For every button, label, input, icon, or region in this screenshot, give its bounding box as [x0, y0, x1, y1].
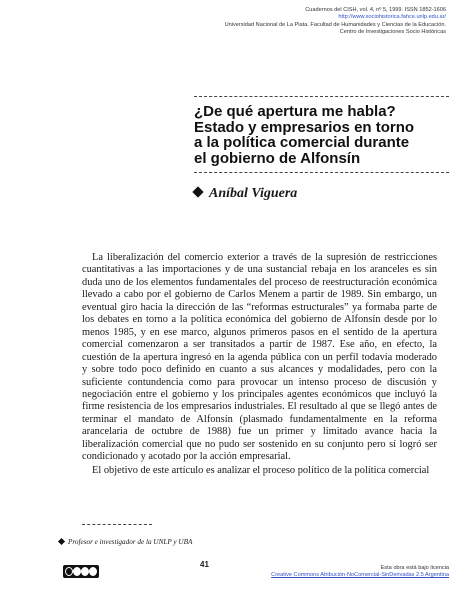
noderivatives-icon: [89, 567, 97, 576]
article-author: [194, 186, 297, 202]
cc-logo-icon: [65, 567, 73, 576]
title-line: a la política comercial durante: [194, 134, 410, 151]
diamond-bullet-icon: [192, 186, 203, 197]
article-body: [82, 252, 437, 477]
license-link[interactable]: Creative Commons Atribución-NoComercial-SinDerivadas 2.5 Argentina: [271, 572, 449, 578]
footnote-text: Profesor e investigador de la UNLP y UBA: [68, 538, 193, 546]
body-paragraph: El objetivo de este artículo es analizar el proceso político de la política comercial: [92, 464, 430, 476]
institution-name: Universidad Nacional de La Plata. Facultad de Humanidades y Ciencias de la Educación.: [224, 21, 446, 28]
attribution-icon: [73, 567, 81, 576]
journal-header: [116, 7, 446, 36]
title-top-rule: [194, 96, 449, 97]
footnote-rule: [82, 524, 152, 525]
diamond-bullet-icon: [58, 538, 65, 545]
license-text: Esta obra está bajo licencia: [380, 565, 449, 571]
title-line: Estado y empresarios en torno: [194, 118, 415, 136]
title-line: el gobierno de Alfonsín: [194, 149, 361, 167]
journal-citation: Cuadernos del CISH, vol. 4, nº 5, 1999. ISSN 1852-1606: [305, 7, 446, 13]
journal-url-link[interactable]: http://www.sociohistorica.fahce.unlp.edu.ar/: [338, 14, 446, 21]
footnote: [59, 538, 192, 546]
title-bottom-rule: [194, 172, 449, 173]
author-name: Aníbal Viguera: [209, 186, 298, 201]
license-notice: [271, 565, 449, 579]
title-line: ¿De qué apertura me habla?: [194, 103, 396, 120]
creative-commons-badge-icon[interactable]: [63, 565, 99, 578]
noncommercial-icon: [81, 567, 89, 576]
research-center-name: Centro de Investigaciones Socio Históricas: [339, 28, 446, 35]
article-title: [194, 104, 454, 166]
page-number: 41: [200, 560, 209, 569]
body-paragraph: La liberalización del comercio exterior a través de la supresión de restricciones cuantitativas a las importaciones y de una sustancial rebaja en los aranceles es sin duda uno de los elementos fundamentales del proceso de reestructuración económica llevado a cabo por el gobierno de Carlos Menem a partir de 1989. Sin embargo, un eventual giro hacia la dirección de las “reformas estructurales” ya formaba parte de los debates en torno a la política económica del gobierno de Alfonsín desde por lo menos 1985, y en ese marco, algunos primeros pasos en el sentido de la apertura comercial comenzaron a ser transitados a partir de 1987. Ese año, en efecto, la cuestión de la apertura ingresó en la agenda pública con un perfil todavía moderado y sobre todo poco definido en cuanto a sus alcances y modalidades, pero con la suficiente contundencia como para provocar un intenso proceso de discusión y negociación entre el gobierno y los principales agentes económicos que incluyó la firme resistencia de los empresarios industriales. El resultado al que se llegó antes de terminar el mandato de Alfonsín (plasmado fundamentalmente en la reforma arancelaria de octubre de 1988) fue un primer y limitado avance hacia la liberalización comercial que no pudo ser sostenido en su conjunto pero sí logró ser condicionado y acotado por la acción empresarial.: [82, 252, 437, 463]
